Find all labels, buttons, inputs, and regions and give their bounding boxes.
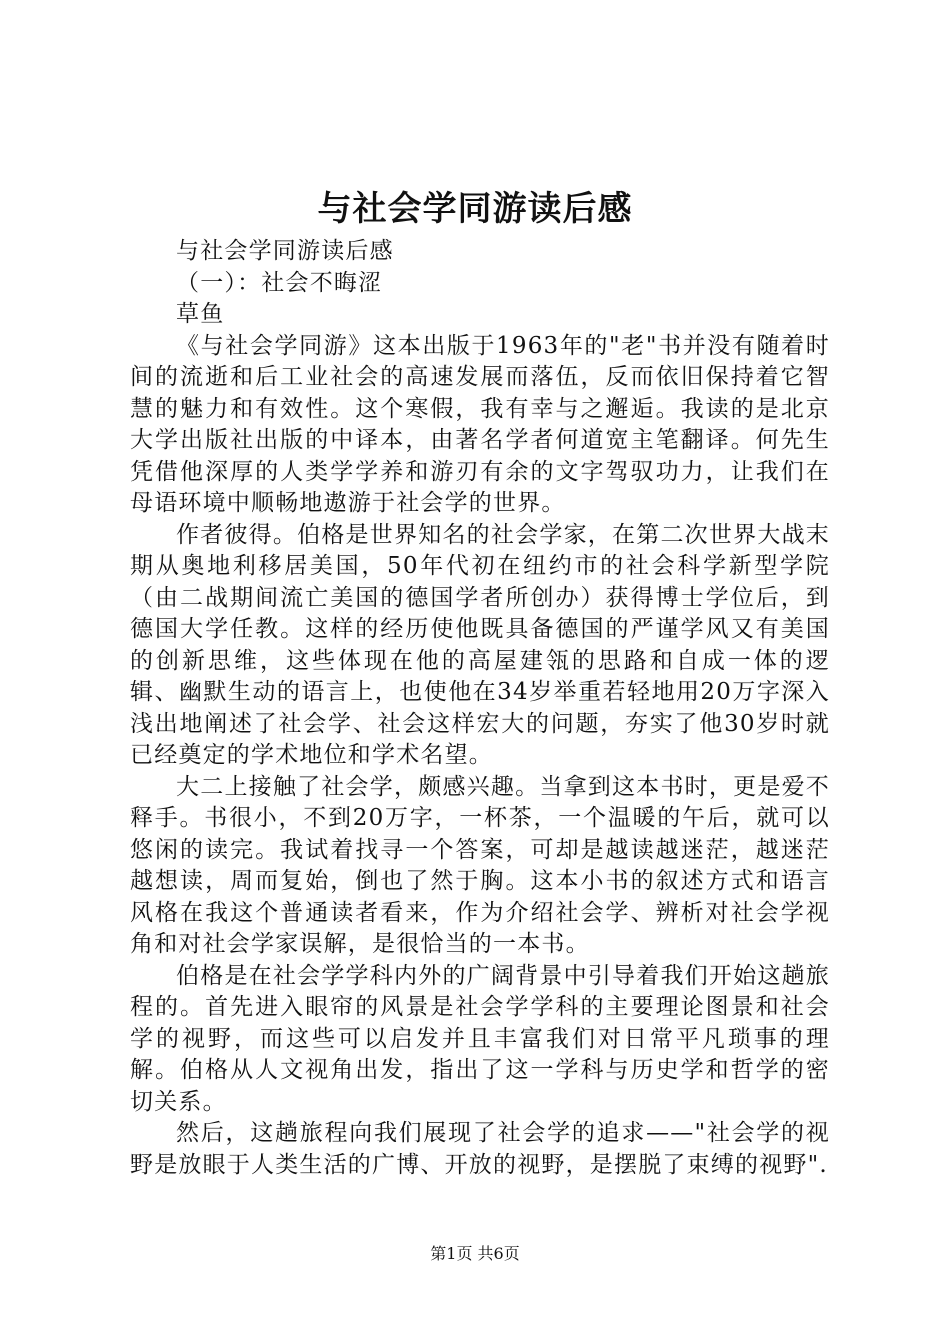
paragraph-subtitle: 与社会学同游读后感 bbox=[176, 238, 394, 264]
paragraph-section-heading: （一）：社会不晦涩 bbox=[176, 269, 383, 296]
paragraph-author: 草鱼 bbox=[176, 301, 225, 327]
document-body bbox=[130, 236, 830, 1181]
paragraph-body: 大二上接触了社会学，颇感兴趣。当拿到这本书时，更是爱不释手。书很小，不到20万字，一杯茶，一个温暖的午后，就可以悠闲的读完。我试着找寻一个答案，可却是越读越迷茫，越迷茫越想读，周而复始，倒也了然于胸。这本小书的叙述方式和语言风格在我这个普通读者看来，作为介绍社会学、辨析对社会学视角和对社会学家误解，是很恰当的一本书。 bbox=[130, 773, 830, 957]
paragraph-body: 作者彼得。伯格是世界知名的社会学家，在第二次世界大战末期从奥地利移居美国，50年代初在纽约市的社会科学新型学院（由二战期间流亡美国的德国学者所创办）获得博士学位后，到德国大学任教。这样的经历使他既具备德国的严谨学风又有美国的创新思维，这些体现在他的高屋建瓴的思路和自成一体的逻辑、幽默生动的语言上，也使他在34岁举重若轻地用20万字深入浅出地阐述了社会学、社会这样宏大的问题，夯实了他30岁时就已经奠定的学术地位和学术名望。 bbox=[130, 521, 830, 768]
document-title: 与社会学同游读后感 bbox=[317, 189, 633, 229]
paragraph-body: 《与社会学同游》这本出版于1963年的"老"书并没有随着时间的流逝和后工业社会的高速发展而落伍，反而依旧保持着它智慧的魅力和有效性。这个寒假，我有幸与之邂逅。我读的是北京大学出版社出版的中译本，由著名学者何道宽主笔翻译。何先生凭借他深厚的人类学学养和游刃有余的文字驾驭功力，让我们在母语环境中顺畅地遨游于社会学的世界。 bbox=[130, 332, 830, 516]
page-footer: 第1页 共6页 bbox=[430, 1244, 520, 1263]
paragraph-body: 然后，这趟旅程向我们展现了社会学的追求——"社会学的视野是放眼于人类生活的广博、开放的视野，是摆脱了束缚的视野". bbox=[130, 1120, 830, 1178]
paragraph-body: 伯格是在社会学学科内外的广阔背景中引导着我们开始这趟旅程的。首先进入眼帘的风景是社会学学科的主要理论图景和社会学的视野，而这些可以启发并且丰富我们对日常平凡琐事的理解。伯格从人文视角出发，指出了这一学科与历史学和哲学的密切关系。 bbox=[130, 962, 830, 1115]
